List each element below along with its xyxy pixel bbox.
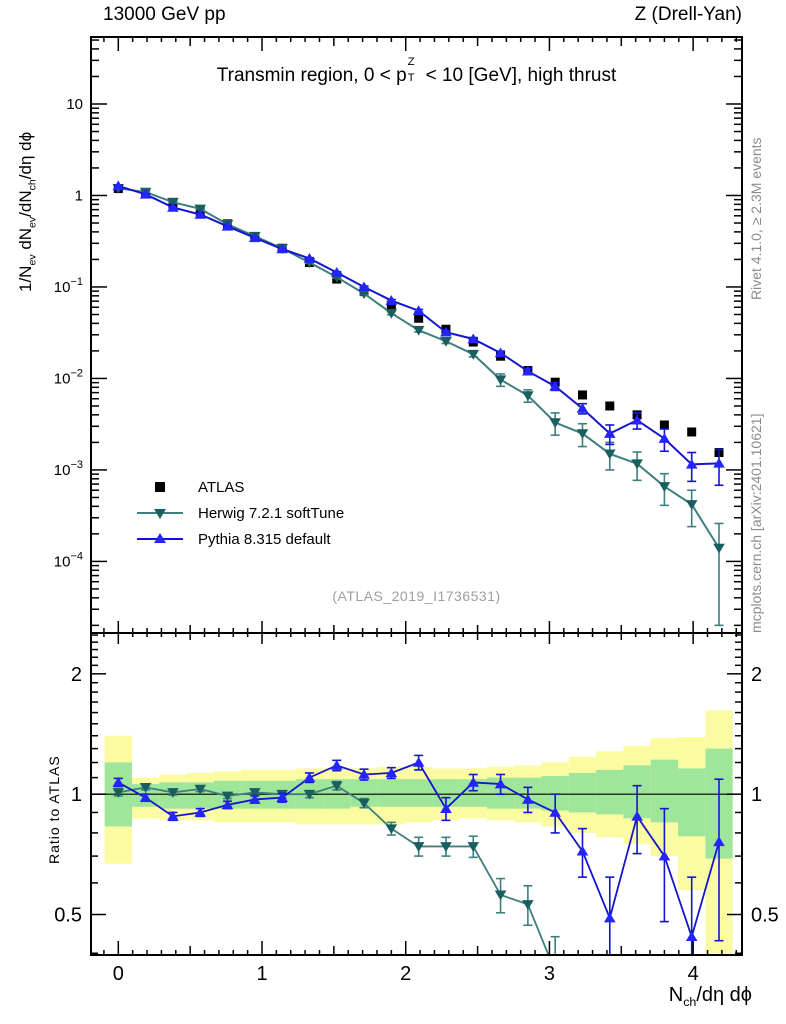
svg-text:3: 3: [543, 963, 555, 985]
mcplots-arxiv-note: mcplots.cern.ch [arXiv:2401.10621]: [748, 413, 764, 633]
svg-text:2: 2: [400, 963, 412, 985]
svg-text:10: 10: [66, 96, 83, 114]
svg-text:1: 1: [256, 963, 268, 985]
legend-item-herwig: [136, 500, 344, 526]
y-axis-title-ratio: Ratio to ATLAS: [46, 755, 62, 864]
svg-text:10−2: $10^{-2}$: [53, 367, 83, 388]
x-axis-title: $N_{ch}/d\eta$ dϕ: [668, 984, 752, 1009]
svg-text:1: 1: [751, 784, 763, 807]
rivet-version-note: Rivet 4.1.0, ≥ 2.3M events: [748, 137, 764, 300]
pt-supsub: [407, 55, 421, 84]
svg-text:0: 0: [112, 963, 124, 985]
herwig-triangle-down-icon: [136, 506, 184, 520]
plot-title-text: Transmin region, 0 < p: [216, 65, 407, 86]
legend-label-atlas: ATLAS: [198, 478, 245, 496]
svg-text:2: 2: [751, 663, 763, 686]
svg-text:10−1: $10^{-1}$: [53, 275, 83, 296]
svg-text:1: 1: [70, 784, 82, 807]
beam-energy-label: 13000 GeV pp: [103, 4, 226, 25]
svg-text:1: 1: [74, 187, 83, 205]
pythia-triangle-up-icon: [136, 532, 184, 546]
legend-label-pythia: Pythia 8.315 default: [198, 530, 331, 548]
svg-text:4: 4: [687, 963, 699, 985]
plot-title-text-2: < 10 [GeV], high thrust: [420, 65, 617, 86]
svg-text:0.5: 0.5: [751, 904, 779, 927]
svg-text:2: 2: [70, 663, 82, 686]
y-axis-title-main: $1/N_{ev}$ $dN_{ev}/dN_{ch}/d\eta$ dϕ: [16, 131, 39, 292]
legend-item-atlas: [136, 474, 344, 500]
process-label: Z (Drell-Yan): [634, 4, 742, 25]
analysis-watermark: (ATLAS_2019_I1736531): [332, 588, 501, 604]
legend: [136, 474, 344, 552]
plot-title: [91, 55, 742, 87]
legend-item-pythia: [136, 526, 344, 552]
atlas-square-icon: [136, 480, 184, 494]
svg-text:10−4: $10^{-4}$: [53, 550, 83, 571]
pt-subscript: T: [407, 71, 415, 84]
pt-superscript: Z: [407, 55, 415, 68]
legend-label-herwig: Herwig 7.2.1 softTune: [198, 504, 345, 522]
svg-text:10−3: $10^{-3}$: [53, 458, 83, 479]
svg-text:0.5: 0.5: [54, 904, 82, 927]
